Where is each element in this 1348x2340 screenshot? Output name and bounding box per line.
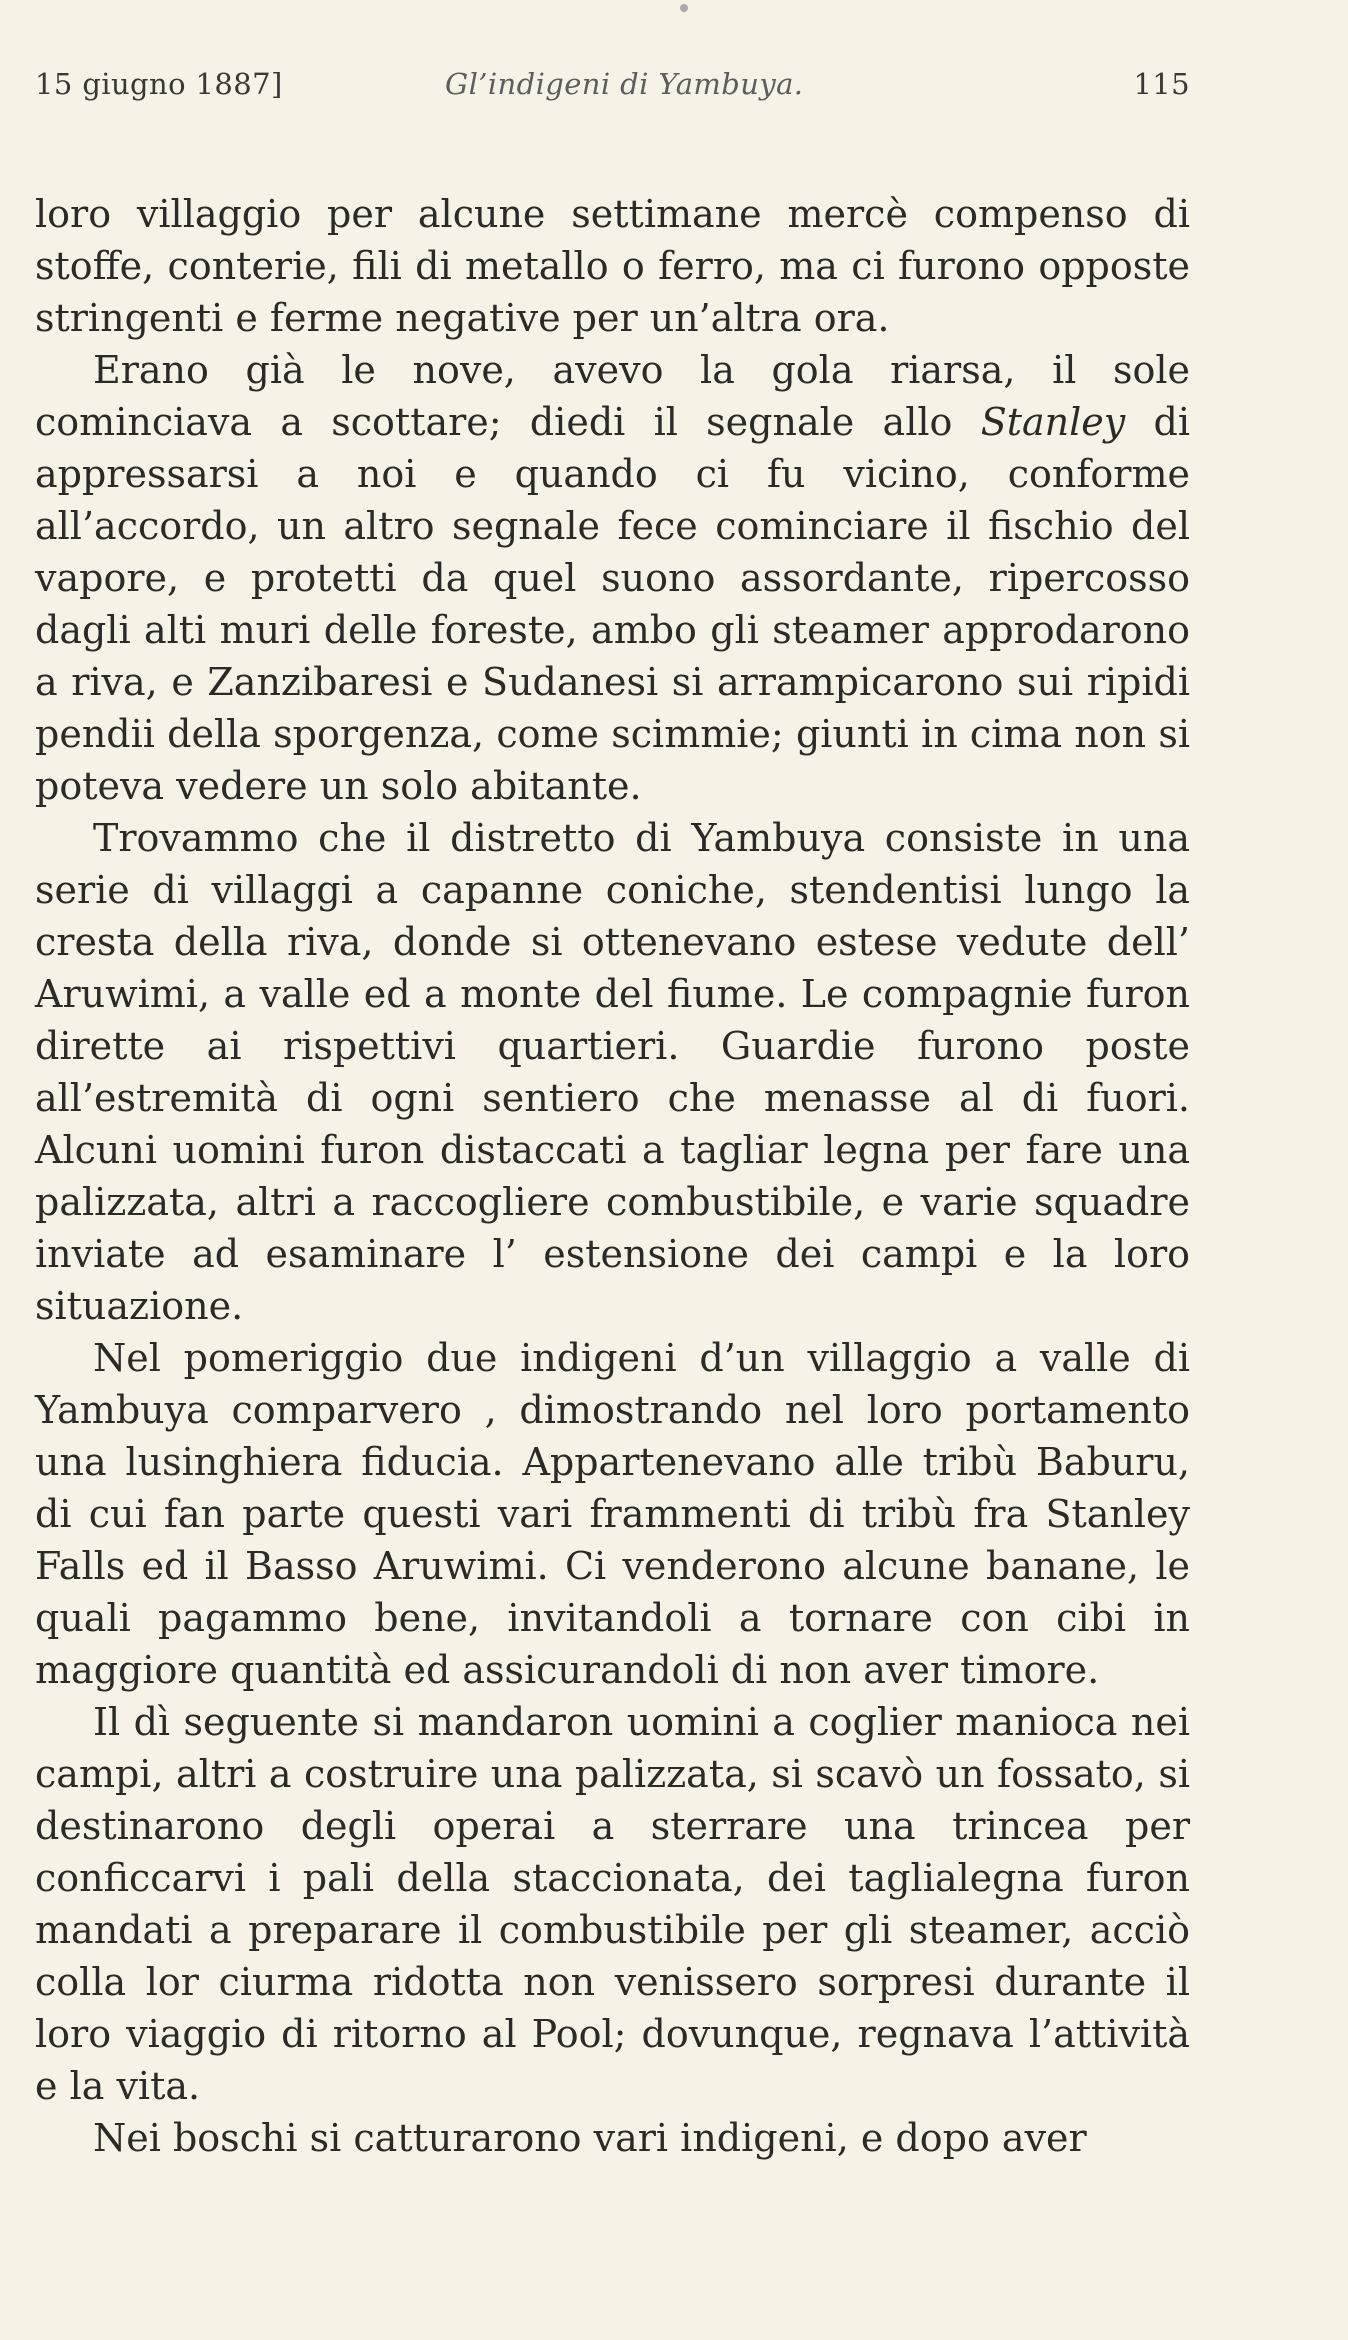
page-number: 115 [1133, 67, 1190, 101]
running-header [35, 62, 1190, 106]
paragraph-1: loro villaggio per alcune settimane mercè compenso di stoffe, conterie, fili di metallo o ferro, ma ci furono opposte stringenti e ferme negative per un’altra ora. [35, 192, 1190, 340]
paper-speck [680, 4, 688, 12]
paragraph-3: Trovammo che il distretto di Yambuya consiste in una serie di villaggi a capanne coniche, stendentisi lungo la cresta della riva, donde si ottenevano estese vedute dell’ Aruwimi, a valle ed a monte del fiume. Le compagnie furon dirette ai rispettivi quartieri. Guardie furono poste all’estremità di ogni sentiero che menasse al di fuori. Alcuni uomini furon distaccati a tagliar legna per fare una palizzata, altri a raccogliere combustibile, e varie squadre inviate ad esaminare l’ estensione dei campi e la loro situazione. [35, 816, 1190, 1328]
paragraph-2 [35, 344, 1190, 812]
paragraph-5: Il dì seguente si mandaron uomini a coglier manioca nei campi, altri a costruire una palizzata, si scavò un fossato, si destinarono degli operai a sterrare una trincea per conficcarvi i pali della staccionata, dei taglialegna furon mandati a preparare il combustibile per gli steamer, acciò colla lor ciurma ridotta non venissero sorpresi durante il loro viaggio di ritorno al Pool; dovunque, regnava l’attività e la vita. [35, 1700, 1190, 2108]
header-title: Gl’indigeni di Yambuya. [445, 67, 804, 101]
paragraph-2-italic: Stanley [980, 400, 1126, 444]
paragraph-2-after: di appressarsi a noi e quando ci fu vicino, conforme all’accordo, un altro segnale fece cominciare il fischio del vapore, e protetti da quel suono assordante, ripercosso dagli alti muri delle foreste, ambo gli steamer approdarono a riva, e Zanzibaresi e Sudanesi si arrampicarono sui ripidi pendii della sporgenza, come scimmie; giunti in cima non si poteva vedere un solo abitante. [35, 400, 1190, 808]
header-date: 15 giugno 1887] [35, 67, 283, 101]
paragraph-2-before: Erano già le nove, avevo la gola riarsa, il sole cominciava a scottare; diedi il segnale allo [35, 348, 1190, 444]
paragraph-6: Nei boschi si catturarono vari indigeni, e dopo aver [93, 2116, 1087, 2160]
body-text [35, 188, 1190, 2164]
paragraph-4: Nel pomeriggio due indigeni d’un villaggio a valle di Yambuya comparvero , dimostrando nel loro portamento una lusinghiera fiducia. Appartenevano alle tribù Baburu, di cui fan parte questi vari frammenti di tribù fra Stanley Falls ed il Basso Aruwimi. Ci venderono alcune banane, le quali pagammo bene, invitandoli a tornare con cibi in maggiore quantità ed assicurandoli di non aver timore. [35, 1336, 1190, 1692]
